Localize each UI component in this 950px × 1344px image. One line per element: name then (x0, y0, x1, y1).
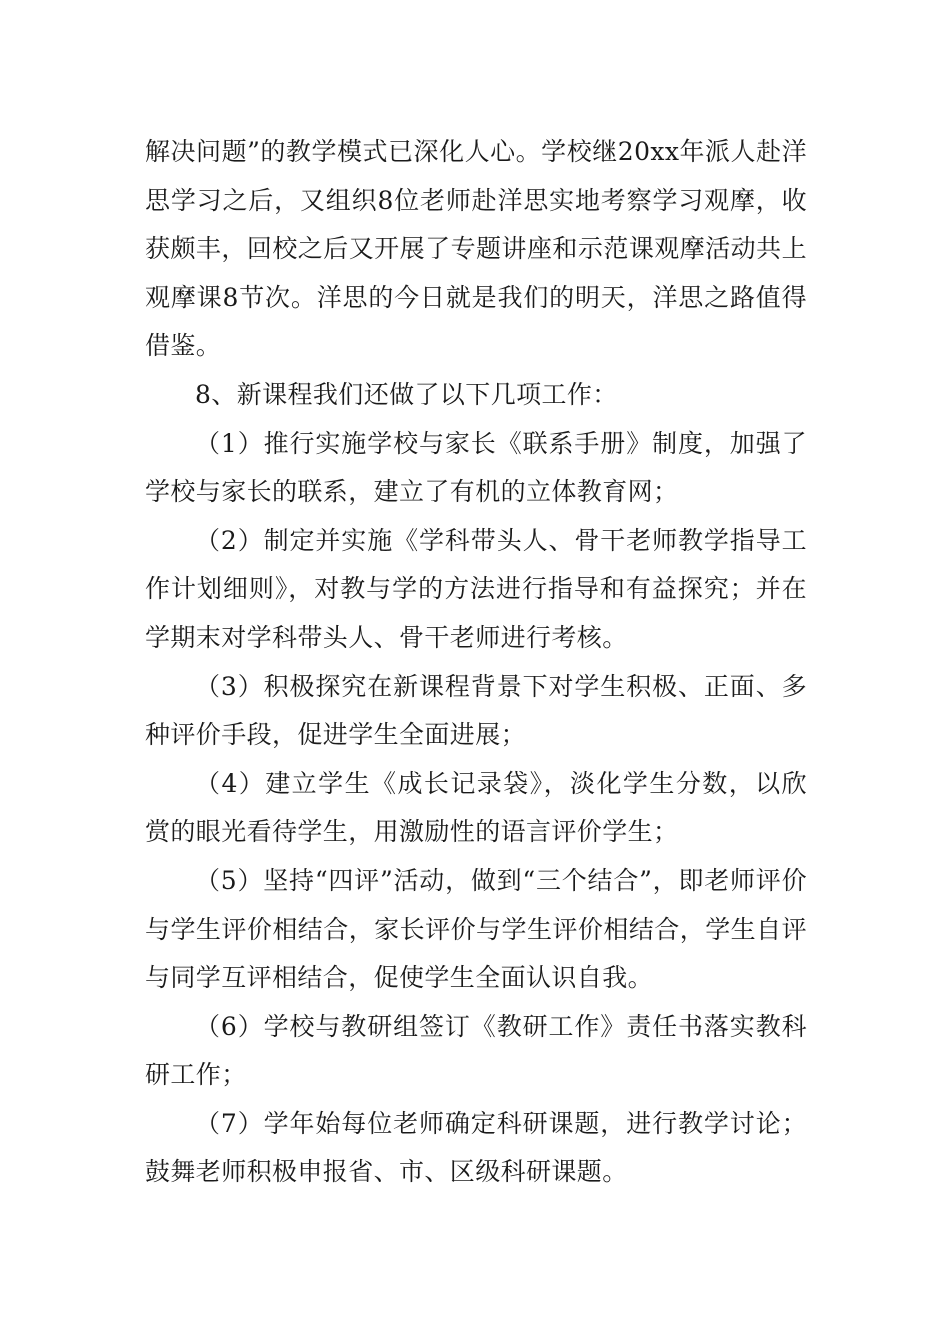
paragraph-subitem-7: （7）学年始每位老师确定科研课题，进行教学讨论；鼓舞老师积极申报省、市、区级科研课题。 (145, 1108, 807, 1187)
paragraph-subitem-3: （3）积极探究在新课程背景下对学生积极、正面、多种评价手段，促进学生全面进展； (145, 671, 807, 750)
paragraph-subitem-6: （6）学校与教研组签订《教研工作》责任书落实教科研工作； (145, 1011, 807, 1090)
paragraph-subitem-1: （1）推行实施学校与家长《联系手册》制度，加强了学校与家长的联系，建立了有机的立体教育网； (145, 428, 807, 507)
paragraph-item-8: 8、新课程我们还做了以下几项工作： (195, 379, 618, 409)
paragraph-continuation: 解决问题”的教学模式已深化人心。学校继20xx年派人赴洋思学习之后，又组织8位老师赴洋思实地考察学习观摩，收获颇丰，回校之后又开展了专题讲座和示范课观摩活动共上观摩课8节次。洋思的今日就是我们的明天，洋思之路值得借鉴。 (145, 137, 807, 361)
paragraph-subitem-5: （5）坚持“四评”活动，做到“三个结合”，即老师评价与学生评价相结合，家长评价与学生评价相结合，学生自评与同学互评相结合，促使学生全面认识自我。 (145, 865, 807, 993)
document-body (145, 128, 807, 1197)
paragraph-subitem-4: （4）建立学生《成长记录袋》，淡化学生分数，以欣赏的眼光看待学生，用激励性的语言评价学生； (145, 768, 807, 847)
paragraph-subitem-2: （2）制定并实施《学科带头人、骨干老师教学指导工作计划细则》，对教与学的方法进行指导和有益探究；并在学期末对学科带头人、骨干老师进行考核。 (145, 525, 807, 652)
